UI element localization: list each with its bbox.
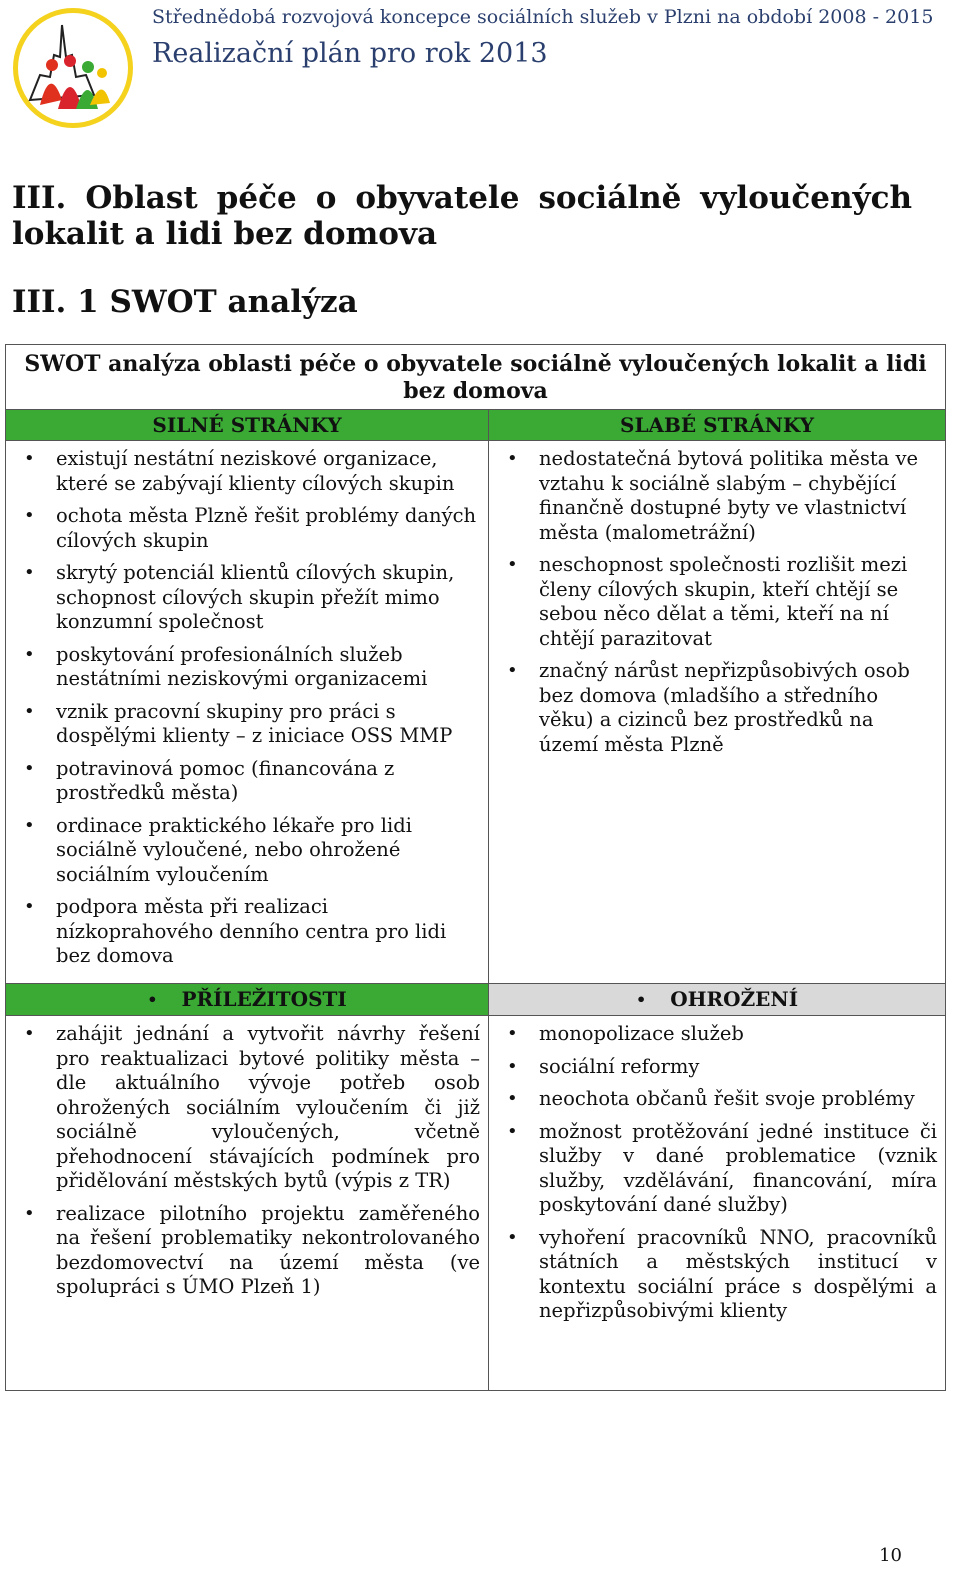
weaknesses-header: SLABÉ STRÁNKY xyxy=(489,410,946,441)
strengths-cell xyxy=(6,441,489,984)
opportunities-header xyxy=(6,983,489,1016)
swot-caption: SWOT analýza oblasti péče o obyvatele sociálně vyloučených lokalit a lidi bez domova xyxy=(6,345,946,410)
list-item: • sociální reformy xyxy=(489,1055,937,1080)
list-item: • vznik pracovní skupiny pro práci s dospělými klienty – z iniciace OSS MMP xyxy=(6,700,480,749)
list-item: • monopolizace služeb xyxy=(489,1022,937,1047)
list-item: • realizace pilotního projektu zaměřeného na řešení problematiky nekontrolovaného bezdomovectví na území města (ve spolupráci s ÚMO Plzeň 1) xyxy=(6,1202,480,1300)
threats-header xyxy=(489,983,946,1016)
list-item: • existují nestátní neziskové organizace, které se zabývají klienty cílových skupin xyxy=(6,447,480,496)
swot-table xyxy=(5,344,946,1391)
city-logo-icon xyxy=(10,5,136,131)
threats-cell xyxy=(489,1016,946,1391)
list-item: • skrytý potenciál klientů cílových skupin, schopnost cílových skupin přežít mimo konzumní společnost xyxy=(6,561,480,635)
strengths-list xyxy=(6,447,480,969)
list-item: • vyhoření pracovníků NNO, pracovníků státních a městských institucí v kontextu sociální práce s dospělými a nepřizpůsobivými klienty xyxy=(489,1226,937,1324)
threats-header-label: OHROŽENÍ xyxy=(670,986,799,1011)
list-item: • nedostatečná bytová politika města ve vztahu k sociálně slabým – chybějící finančně dostupné byty ve vlastnictví města (malometrážní) xyxy=(489,447,937,545)
header-plan-title: Realizační plán pro rok 2013 xyxy=(152,38,548,69)
threats-list xyxy=(489,1022,937,1324)
weaknesses-cell xyxy=(489,441,946,984)
list-item: • neschopnost společnosti rozlišit mezi členy cílových skupin, kteří chtějí se sebou něco dělat a těmi, kteří na ní chtějí parazitovat xyxy=(489,553,937,651)
opportunities-cell xyxy=(6,1016,489,1391)
opportunities-list xyxy=(6,1022,480,1300)
header-concept-title: Střednědobá rozvojová koncepce sociálních služeb v Plzni na období 2008 - 2015 xyxy=(152,6,934,28)
list-item: • podpora města při realizaci nízkoprahového denního centra pro lidi bez domova xyxy=(6,895,480,969)
weaknesses-list xyxy=(489,447,937,757)
strengths-header: SILNÉ STRÁNKY xyxy=(6,410,489,441)
page-header xyxy=(0,0,960,140)
bullet-icon: • xyxy=(635,990,647,1009)
list-item: • značný nárůst nepřizpůsobivých osob bez domova (mladšího a středního věku) a cizinců bez prostředků na území města Plzně xyxy=(489,659,937,757)
opportunities-header-label: PŘÍLEŽITOSTI xyxy=(181,986,347,1011)
subsection-title: III. 1 SWOT analýza xyxy=(12,284,358,320)
list-item: • ordinace praktického lékaře pro lidi sociálně vyloučené, nebo ohrožené sociálním vyloučením xyxy=(6,814,480,888)
list-item: • neochota občanů řešit svoje problémy xyxy=(489,1087,937,1112)
list-item: • potravinová pomoc (financována z prostředků města) xyxy=(6,757,480,806)
list-item: • možnost protěžování jedné instituce či služby v dané problematice (vznik služby, vzdělávání, financování, míra poskytování dané služby) xyxy=(489,1120,937,1218)
bullet-icon: • xyxy=(147,990,158,1009)
list-item: • zahájit jednání a vytvořit návrhy řešení pro reaktualizaci bytové politiky města – dle aktuálního vývoje potřeb osob ohrožených sociálním vyloučením či již sociálně vyloučených, včetně přehodnocení stávajících podmínek pro přidělování městských bytů (výpis z TR) xyxy=(6,1022,480,1194)
list-item: • ochota města Plzně řešit problémy daných cílových skupin xyxy=(6,504,480,553)
section-title: III. Oblast péče o obyvatele sociálně vyloučených lokalit a lidi bez domova xyxy=(12,180,912,252)
page-number: 10 xyxy=(879,1545,902,1566)
list-item: • poskytování profesionálních služeb nestátními neziskovými organizacemi xyxy=(6,643,480,692)
